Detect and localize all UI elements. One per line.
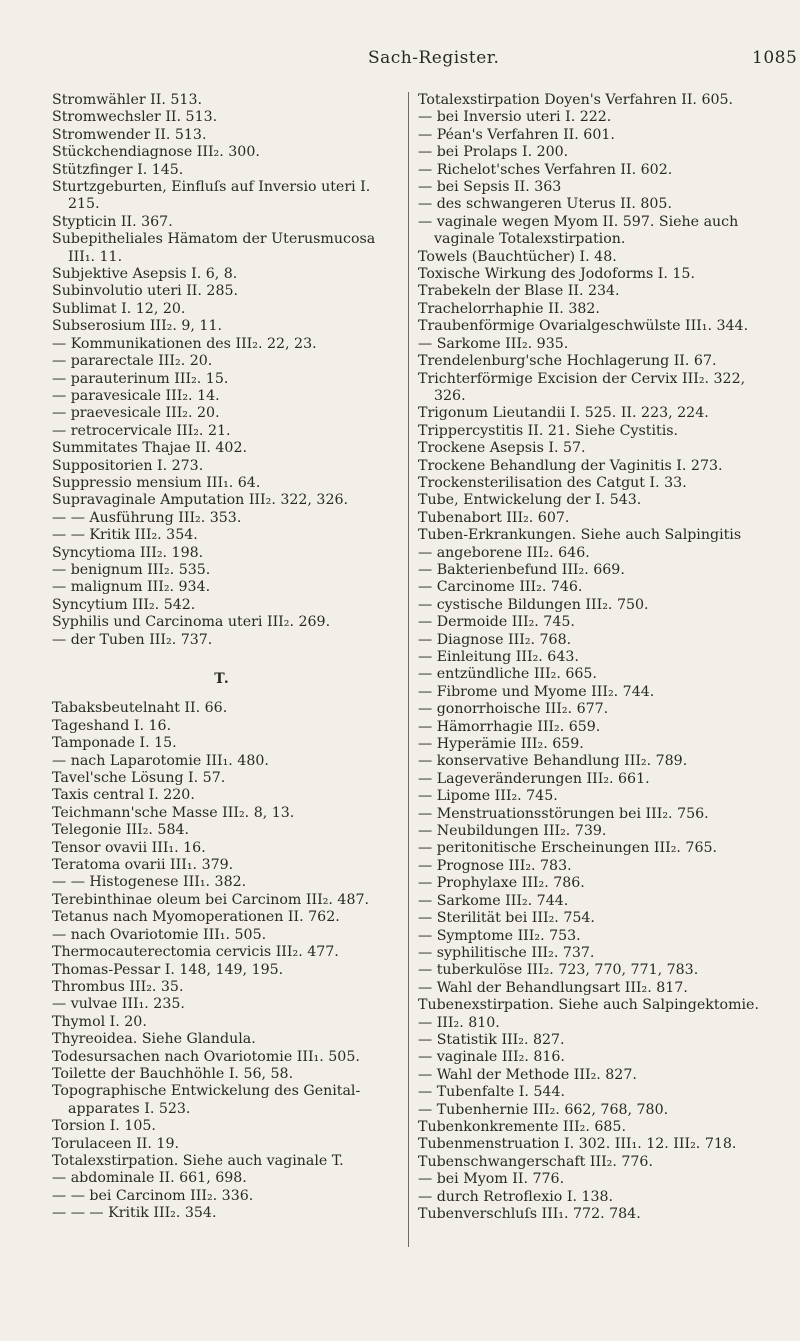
index-entry: Stückchendiagnose III₂. 300.	[52, 144, 260, 161]
index-entry: — Diagnose III₂. 768.	[418, 631, 572, 648]
index-entry: Stromwechsler II. 513.	[52, 109, 218, 126]
index-entry: Telegonie III₂. 584.	[52, 822, 190, 839]
index-entry: — Kommunikationen des III₂. 22, 23.	[52, 335, 317, 352]
index-entry: Tuben-Erkrankungen. Siehe auch Salpingitis	[418, 527, 742, 544]
index-entry: — Tubenhernie III₂. 662, 768, 780.	[418, 1101, 669, 1118]
index-entry: — nach Ovariotomie III₁. 505.	[52, 926, 267, 943]
index-entry: — pararectale III₂. 20.	[52, 353, 213, 370]
index-entry: Stromwähler II. 513.	[52, 92, 202, 108]
index-entry: Tamponade I. 15.	[52, 735, 177, 752]
index-entry: Thyreoidea. Siehe Glandula.	[52, 1031, 256, 1048]
index-entry: Totalexstirpation Doyen's Verfahren II. 605.	[418, 92, 734, 108]
index-entry: Tavel'sche Lösung I. 57.	[52, 770, 226, 787]
running-title: Sach-Register.	[368, 48, 500, 68]
index-entry: Tubenverschluſs III₁. 772. 784.	[418, 1206, 641, 1222]
index-entry: Suppressio mensium III₁. 64.	[52, 474, 261, 491]
left-column	[52, 92, 392, 1223]
index-entry: — Sarkome III₂. 744.	[418, 892, 569, 909]
index-entry: — — Kritik III₂. 354.	[52, 527, 198, 544]
entries-t-section	[52, 700, 392, 1222]
index-entry: — Lipome III₂. 745.	[418, 788, 558, 805]
index-entry: Tageshand I. 16.	[52, 717, 172, 734]
index-entry: Thrombus III₂. 35.	[52, 978, 184, 995]
index-entry: — gonorrhoische III₂. 677.	[418, 701, 609, 718]
index-entry: Tetanus nach Myomoperationen II. 762.	[52, 909, 340, 926]
index-entry: — paravesicale III₂. 14.	[52, 387, 220, 404]
index-entry: Stypticin II. 367.	[52, 213, 173, 230]
index-entry: — Richelot'sches Verfahren II. 602.	[418, 161, 673, 178]
index-entry: Torsion I. 105.	[52, 1118, 156, 1135]
index-entry: Torulaceen II. 19.	[52, 1135, 179, 1152]
index-entry: — angeborene III₂. 646.	[418, 544, 590, 561]
index-entry: — bei Prolaps I. 200.	[418, 144, 569, 161]
index-entry: — vaginale wegen Myom II. 597. Siehe auch vaginale Totalexstirpation.	[418, 213, 739, 248]
index-entry: Trigonum Lieutandii I. 525. II. 223, 224.	[418, 405, 709, 422]
index-entry: — Bakterienbefund III₂. 669.	[418, 561, 625, 578]
index-entry: Tubenmenstruation I. 302. III₁. 12. III₂. 718.	[418, 1136, 737, 1153]
index-entry: Tubenkonkremente III₂. 685.	[418, 1118, 626, 1135]
index-entry: Sublimat I. 12, 20.	[52, 300, 186, 317]
index-entry: Traubenförmige Ovarialgeschwülste III₁. 344.	[418, 318, 749, 335]
index-entry: — tuberkulöse III₂. 723, 770, 771, 783.	[418, 962, 699, 979]
index-entry: — parauterinum III₂. 15.	[52, 370, 229, 387]
index-entry: — Einleitung III₂. 643.	[418, 649, 579, 665]
index-entry: Subinvolutio uteri II. 285.	[52, 283, 239, 300]
index-entry: Thermocauterectomia cervicis III₂. 477.	[52, 944, 339, 961]
index-entry: Topographische Entwickelung des Genital-apparates I. 523.	[52, 1083, 361, 1117]
index-entry: — Symptome III₂. 753.	[418, 927, 581, 944]
index-entry: — Prophylaxe III₂. 786.	[418, 875, 585, 892]
index-entry: Syncytioma III₂. 198.	[52, 544, 204, 561]
index-entry: Trippercystitis II. 21. Siehe Cystitis.	[418, 422, 679, 439]
index-entry: — Hyperämie III₂. 659.	[418, 736, 584, 753]
index-entry: Tubenexstirpation. Siehe auch Salpingektomie.	[418, 997, 759, 1014]
index-entry: — Sterilität bei III₂. 754.	[418, 910, 595, 927]
index-entry: Todesursachen nach Ovariotomie III₁. 505.	[52, 1048, 360, 1065]
index-entry: Towels (Bauchtücher) I. 48.	[418, 248, 617, 265]
index-entry: — Prognose III₂. 783.	[418, 857, 572, 874]
index-entry: — syphilitische III₂. 737.	[418, 944, 595, 961]
index-entry: Stützfinger I. 145.	[52, 161, 184, 178]
index-entry: — Fibrome und Myome III₂. 744.	[418, 683, 655, 700]
index-entry: Trendelenburg'sche Hochlagerung II. 67.	[418, 353, 717, 370]
index-entry: — peritonitische Erscheinungen III₂. 765.	[418, 840, 718, 857]
index-entry: Toilette der Bauchhöhle I. 56, 58.	[52, 1065, 294, 1082]
index-entry: Summitates Thajae II. 402.	[52, 440, 247, 457]
index-entry: — abdominale II. 661, 698.	[52, 1170, 247, 1187]
index-entry: Subepitheliales Hämatom der Uterusmucosa III₁. 11.	[52, 231, 376, 265]
index-entry: Sturtzgeburten, Einfluſs auf Inversio uteri I. 215.	[52, 179, 371, 213]
index-entry: — — bei Carcinom III₂. 336.	[52, 1187, 254, 1204]
entries-s-section	[52, 92, 392, 649]
right-column	[418, 92, 770, 1223]
index-entry: — vulvae III₁. 235.	[52, 996, 185, 1013]
index-entry: Tabaksbeutelnaht II. 66.	[52, 700, 228, 717]
index-entry: Syphilis und Carcinoma uteri III₂. 269.	[52, 614, 331, 631]
page-header	[0, 48, 800, 72]
index-entry: — bei Inversio uteri I. 222.	[418, 109, 612, 126]
index-entry: — benignum III₂. 535.	[52, 561, 211, 578]
index-entry: — der Tuben III₂. 737.	[52, 631, 213, 648]
index-entry: Taxis central I. 220.	[52, 787, 195, 804]
index-entry: Trockene Asepsis I. 57.	[418, 440, 586, 457]
index-entry: Totalexstirpation. Siehe auch vaginale T.	[52, 1152, 344, 1169]
index-entry: Suppositorien I. 273.	[52, 457, 204, 474]
section-letter-t: T.	[214, 671, 230, 687]
index-entry: — konservative Behandlung III₂. 789.	[418, 753, 688, 770]
index-entry: — entzündliche III₂. 665.	[418, 666, 597, 683]
index-entry: — Hämorrhagie III₂. 659.	[418, 718, 601, 735]
index-entry: Teichmann'sche Masse III₂. 8, 13.	[52, 804, 295, 821]
index-entry: Teratoma ovarii III₁. 379.	[52, 857, 234, 874]
index-entry: — Carcinome III₂. 746.	[418, 579, 583, 596]
index-entry: — Péan's Verfahren II. 601.	[418, 126, 615, 143]
index-entry: — malignum III₂. 934.	[52, 579, 211, 596]
index-entry: — durch Retroflexio I. 138.	[418, 1188, 614, 1205]
index-entry: Thomas-Pessar I. 148, 149, 195.	[52, 961, 284, 978]
index-entry: — bei Myom II. 776.	[418, 1171, 565, 1188]
index-entry: — — Histogenese III₁. 382.	[52, 874, 247, 891]
page-number: 1085	[752, 48, 798, 68]
index-entry: — Tubenfalte I. 544.	[418, 1084, 565, 1101]
index-entry: Supravaginale Amputation III₂. 322, 326.	[52, 492, 349, 509]
index-entry: — bei Sepsis II. 363	[418, 179, 562, 196]
index-entry: — Sarkome III₂. 935.	[418, 335, 569, 352]
index-entry: — Neubildungen III₂. 739.	[418, 823, 607, 840]
index-entry: Terebinthinae oleum bei Carcinom III₂. 487.	[52, 891, 370, 908]
index-entry: Tensor ovavii III₁. 16.	[52, 839, 206, 856]
index-entry: Trockene Behandlung der Vaginitis I. 273.	[418, 457, 723, 474]
index-entry: Trichterförmige Excision der Cervix III₂. 322, 326.	[418, 370, 746, 404]
index-entry: Syncytium III₂. 542.	[52, 596, 196, 613]
index-entry: — Wahl der Behandlungsart III₂. 817.	[418, 979, 688, 996]
index-entry: Tubenabort III₂. 607.	[418, 509, 570, 526]
index-entry: Thymol I. 20.	[52, 1013, 147, 1030]
index-entry: — — Ausführung III₂. 353.	[52, 509, 242, 526]
index-entry: Subserosium III₂. 9, 11.	[52, 318, 222, 335]
index-entry: — des schwangeren Uterus II. 805.	[418, 196, 672, 213]
index-entry: — cystische Bildungen III₂. 750.	[418, 596, 649, 613]
index-entry: — — — Kritik III₂. 354.	[52, 1205, 217, 1222]
index-entry: Subjektive Asepsis I. 6, 8.	[52, 266, 238, 283]
index-entry: — Lageveränderungen III₂. 661.	[418, 770, 650, 787]
index-entry: Tubenschwangerschaft III₂. 776.	[418, 1153, 653, 1170]
index-entry: Stromwender II. 513.	[52, 126, 207, 143]
index-entry: — nach Laparotomie III₁. 480.	[52, 752, 269, 769]
column-divider	[408, 92, 409, 1247]
index-entry: Toxische Wirkung des Jodoforms I. 15.	[418, 266, 695, 283]
index-entry: — Wahl der Methode III₂. 827.	[418, 1066, 637, 1083]
index-entry: Trabekeln der Blase II. 234.	[418, 283, 620, 300]
index-entry: Trockensterilisation des Catgut I. 33.	[418, 474, 687, 491]
index-entry: Trachelorrhaphie II. 382.	[418, 300, 600, 317]
index-entry: — Dermoide III₂. 745.	[418, 614, 575, 631]
index-entry: — vaginale III₂. 816.	[418, 1049, 565, 1066]
index-entry: — Statistik III₂. 827.	[418, 1031, 565, 1048]
index-entry: — retrocervicale III₂. 21.	[52, 422, 231, 439]
index-entry: — III₂. 810.	[418, 1014, 500, 1031]
index-entry: Tube, Entwickelung der I. 543.	[418, 492, 642, 509]
index-entry: — Menstruationsstörungen bei III₂. 756.	[418, 805, 709, 822]
index-entry: — praevesicale III₂. 20.	[52, 405, 220, 422]
